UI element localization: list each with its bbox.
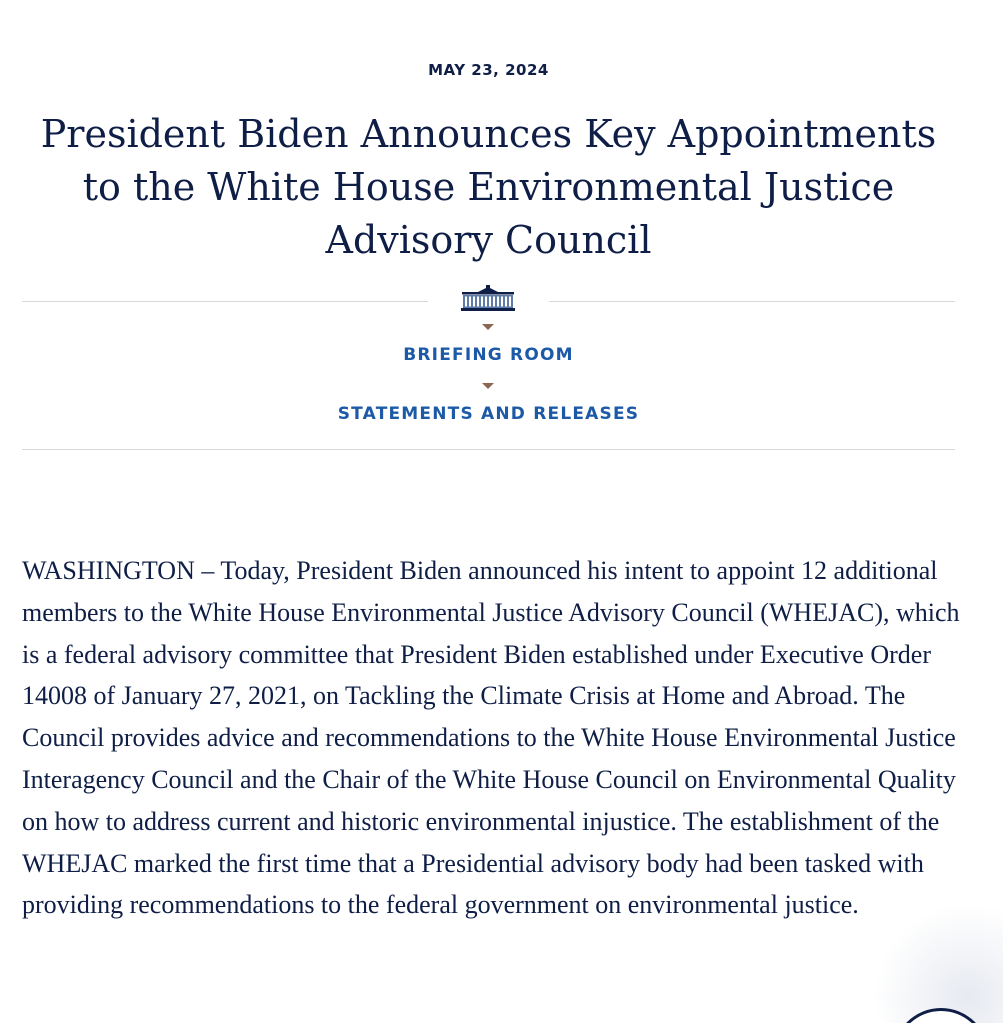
header-divider [22, 449, 955, 450]
breadcrumb-briefing-room[interactable]: BRIEFING ROOM [403, 345, 574, 365]
publish-date: MAY 23, 2024 [428, 61, 549, 79]
divider-line-left [22, 301, 428, 302]
divider-line-right [549, 301, 955, 302]
caret-down-icon [482, 324, 494, 330]
page-title: President Biden Announces Key Appointments to the White House Environmental Justice Advisory Council [40, 112, 937, 262]
caret-down-icon [482, 383, 494, 389]
white-house-icon [458, 284, 518, 312]
article-paragraph: WASHINGTON – Today, President Biden announced his intent to appoint 12 additional members to the White House Environmental Justice Advisory Council (WHEJAC), which is a federal advisory committee that President Biden established under Executive Order 14008 of January 27, 2021, on Tackling the Climate Crisis at Home and Abroad. The Council provides advice and recommendations to the White House Environmental Justice Interagency Council and the Chair of the White House Council on Environmental Quality on how to address current and historic environmental injustice. The establishment of the WHEJAC marked the first time that a Presidential advisory body had been tasked with providing recommendations to the federal government on environmental justice. [22, 556, 960, 920]
breadcrumb-statements-and-releases[interactable]: STATEMENTS AND RELEASES [337, 404, 640, 424]
